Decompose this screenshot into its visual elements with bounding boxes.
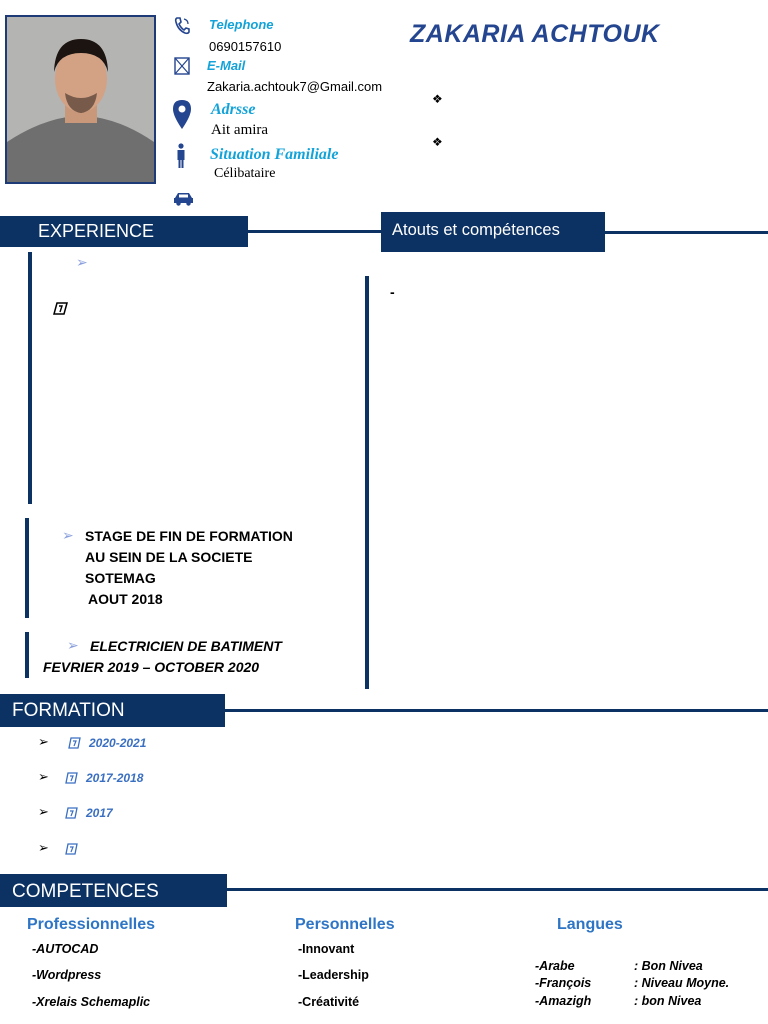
location-pin-icon (173, 100, 191, 130)
email-value: Zakaria.achtouk7@Gmail.com (207, 79, 383, 94)
arrow-bullet-icon: ➢ (38, 840, 49, 855)
atouts-section-title: Atouts et compétences (381, 212, 605, 252)
bullet-icon: ❖ (432, 135, 443, 149)
experience-dates: FEVRIER 2019 – OCTOBER 2020 (43, 659, 260, 675)
timeline-bar (28, 252, 32, 504)
formation-date: 2017-2018 (86, 771, 144, 785)
language-level: : bon Nivea (634, 994, 702, 1008)
calendar-icon (53, 301, 68, 316)
timeline-bar (25, 518, 29, 618)
car-icon (173, 191, 194, 206)
language-name: -François (535, 976, 592, 990)
address-value: Ait amira (211, 122, 269, 138)
arrow-bullet-icon: ➢ (38, 734, 49, 749)
timeline-bar (25, 632, 29, 678)
atout-dash: - (390, 284, 395, 300)
arrow-bullet-icon: ➢ (62, 527, 74, 543)
experience-line: AOUT 2018 (88, 591, 163, 607)
person-icon (176, 143, 186, 168)
competences-section-title: COMPETENCES (0, 874, 227, 907)
phone-label: Telephone (209, 17, 274, 32)
arrow-bullet-icon: ➢ (38, 769, 49, 784)
phone-value: 0690157610 (209, 39, 282, 54)
arrow-bullet-icon: ➢ (76, 254, 88, 270)
email-label: E-Mail (207, 58, 246, 73)
mail-icon (174, 57, 190, 75)
language-name: -Arabe (535, 959, 575, 973)
language-level: : Bon Nivea (634, 959, 703, 973)
experience-line: SOTEMAG (85, 570, 156, 586)
divider-line (605, 231, 768, 234)
divider-line (225, 709, 768, 712)
calendar-icon (68, 737, 81, 749)
calendar-icon (65, 772, 78, 784)
experience-entry (85, 526, 293, 610)
language-name: -Amazigh (535, 994, 592, 1008)
experience-section-title: EXPERIENCE (0, 216, 248, 247)
formation-section-title: FORMATION (0, 694, 225, 727)
phone-icon (174, 17, 190, 35)
languages-heading: Langues (557, 916, 623, 933)
skill-item: -Créativité (298, 995, 360, 1009)
family-status-label: Situation Familiale (210, 146, 339, 163)
formation-date: 2020-2021 (89, 736, 147, 750)
family-status-value: Célibataire (214, 166, 276, 181)
calendar-icon (65, 843, 78, 855)
skill-item: -Innovant (298, 942, 355, 956)
skill-item: -Xrelais Schemaplic (32, 995, 151, 1009)
skill-item: -Leadership (298, 968, 369, 982)
experience-line: AU SEIN DE LA SOCIETE (85, 549, 253, 565)
arrow-bullet-icon: ➢ (38, 804, 49, 819)
arrow-bullet-icon: ➢ (67, 637, 79, 653)
personal-skills-heading: Personnelles (295, 916, 395, 933)
experience-line: STAGE DE FIN DE FORMATION (85, 528, 293, 544)
skill-item: -AUTOCAD (32, 942, 99, 956)
divider-line (248, 230, 382, 233)
profile-photo (5, 15, 156, 184)
timeline-bar (365, 276, 369, 689)
professional-skills-heading: Professionnelles (27, 916, 156, 933)
candidate-name: ZAKARIA ACHTOUK (410, 20, 660, 48)
formation-date: 2017 (86, 806, 113, 820)
calendar-icon (65, 807, 78, 819)
bullet-icon: ❖ (432, 92, 443, 106)
experience-title: ELECTRICIEN DE BATIMENT (90, 638, 282, 654)
address-label: Adrsse (211, 101, 256, 118)
language-level: : Niveau Moyne. (634, 976, 730, 990)
skill-item: -Wordpress (32, 968, 102, 982)
divider-line (227, 888, 768, 891)
